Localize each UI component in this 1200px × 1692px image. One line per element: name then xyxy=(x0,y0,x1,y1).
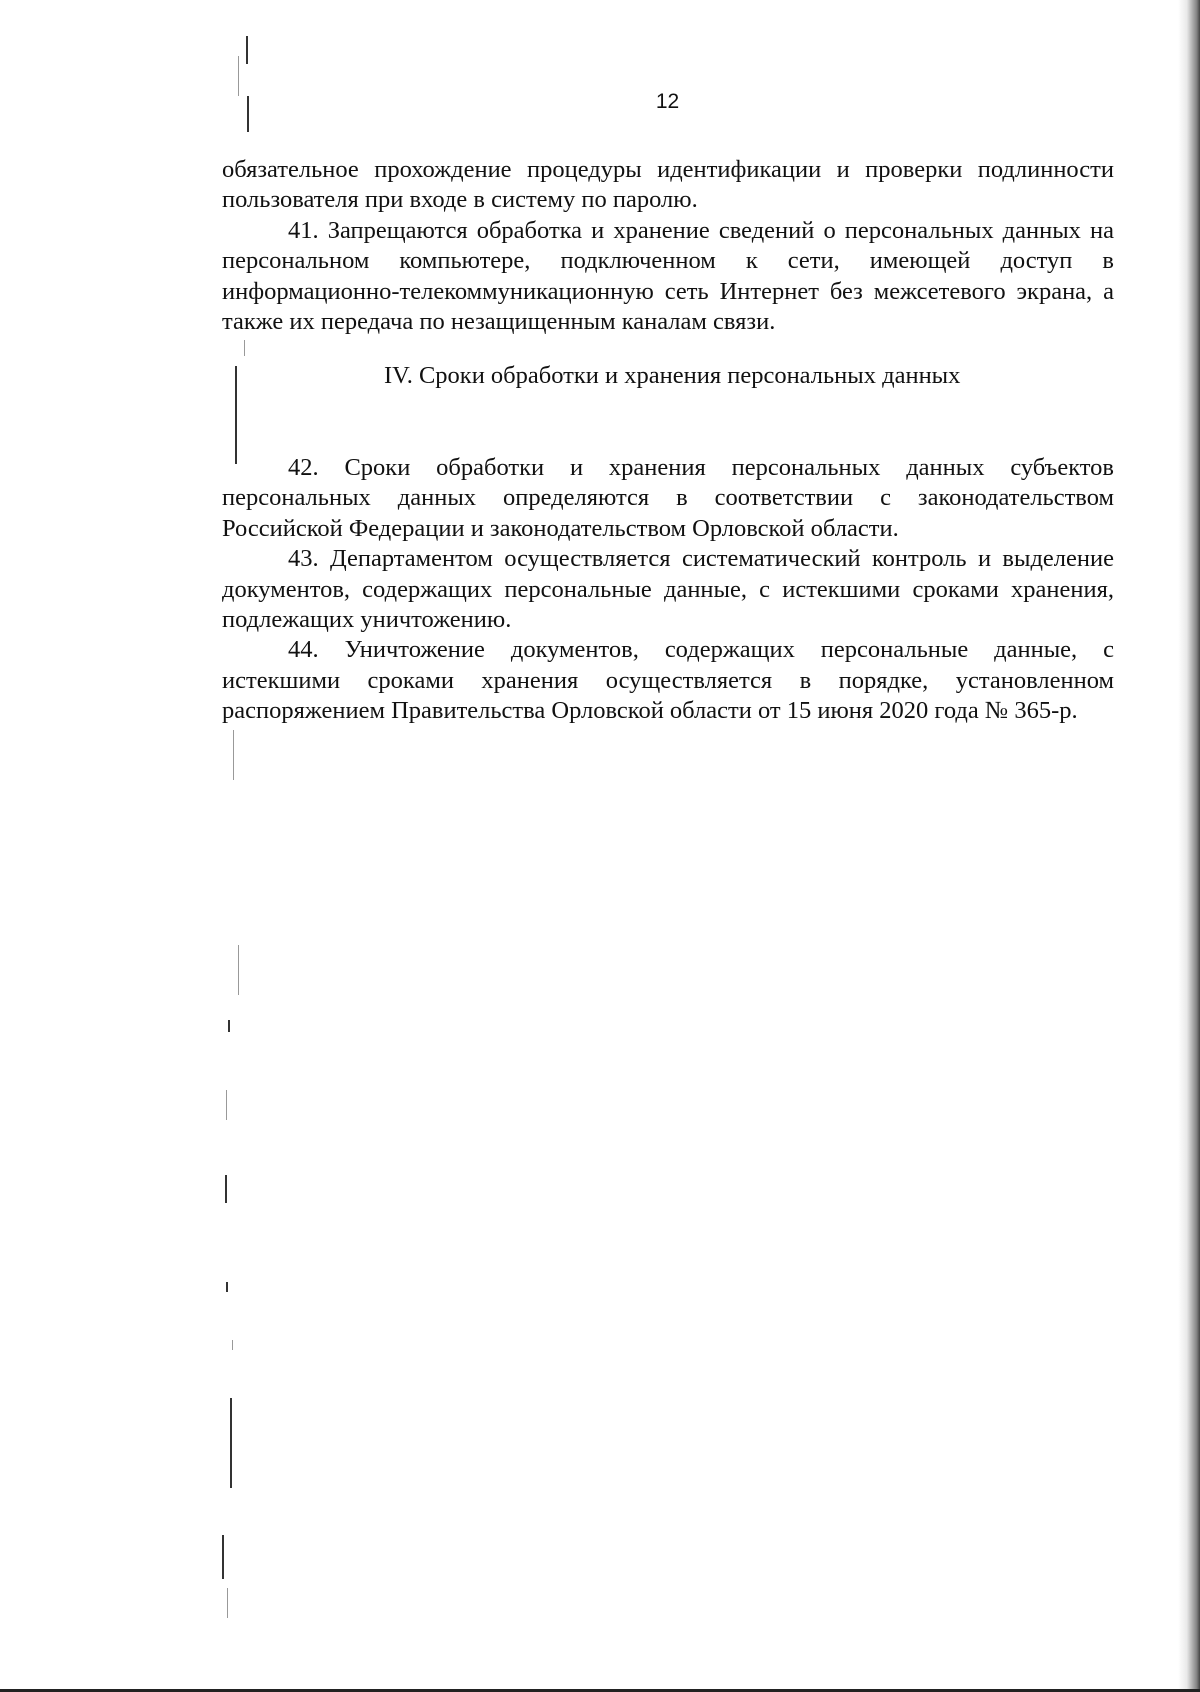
margin-mark xyxy=(228,1020,230,1032)
margin-mark xyxy=(233,730,234,780)
paragraph-item-43: 43. Департаментом осуществляется систематический контроль и выделение документов, содержащих персональные данные, с истекшими сроками хранения, подлежащих уничтожению. xyxy=(222,545,1114,634)
text-block-top xyxy=(222,155,1114,337)
margin-mark xyxy=(226,1090,227,1120)
section-heading: IV. Сроки обработки и хранения персональных данных xyxy=(384,362,961,389)
margin-mark xyxy=(232,1340,233,1350)
paragraph-continuation: обязательное прохождение процедуры идентификации и проверки подлинности пользователя при входе в систему по паролю. xyxy=(222,156,1114,214)
margin-mark xyxy=(226,1282,228,1292)
text-block-bottom xyxy=(222,453,1114,727)
scan-edge-shadow xyxy=(1178,0,1200,1692)
paragraph-item-41: 41. Запрещаются обработка и хранение сведений о персональных данных на персональном компьютере, подключенном к сети, имеющей доступ в информационно-телекоммуникационную сеть Интернет без межсетевого экрана, а также их передача по незащищенным каналам связи. xyxy=(222,216,1114,336)
margin-mark xyxy=(246,36,248,64)
margin-mark xyxy=(238,945,239,995)
margin-mark xyxy=(222,1535,224,1579)
paragraph-item-44: 44. Уничтожение документов, содержащих персональные данные, с истекшими сроками хранения осуществляется в порядке, установленном распоряжением Правительства Орловской области от 15 июня 2020 года № 365-р. xyxy=(222,636,1114,725)
page-number: 12 xyxy=(655,90,680,113)
margin-mark xyxy=(235,366,237,464)
margin-mark xyxy=(244,340,245,356)
margin-mark xyxy=(238,56,239,96)
paragraph-item-42: 42. Сроки обработки и хранения персональных данных субъектов персональных данных определяются в соответствии с законодательством Российской Федерации и законодательством Орловской области. xyxy=(222,454,1114,542)
margin-mark xyxy=(230,1398,232,1488)
margin-mark xyxy=(247,96,249,132)
margin-mark xyxy=(225,1175,227,1203)
margin-mark xyxy=(227,1588,228,1618)
